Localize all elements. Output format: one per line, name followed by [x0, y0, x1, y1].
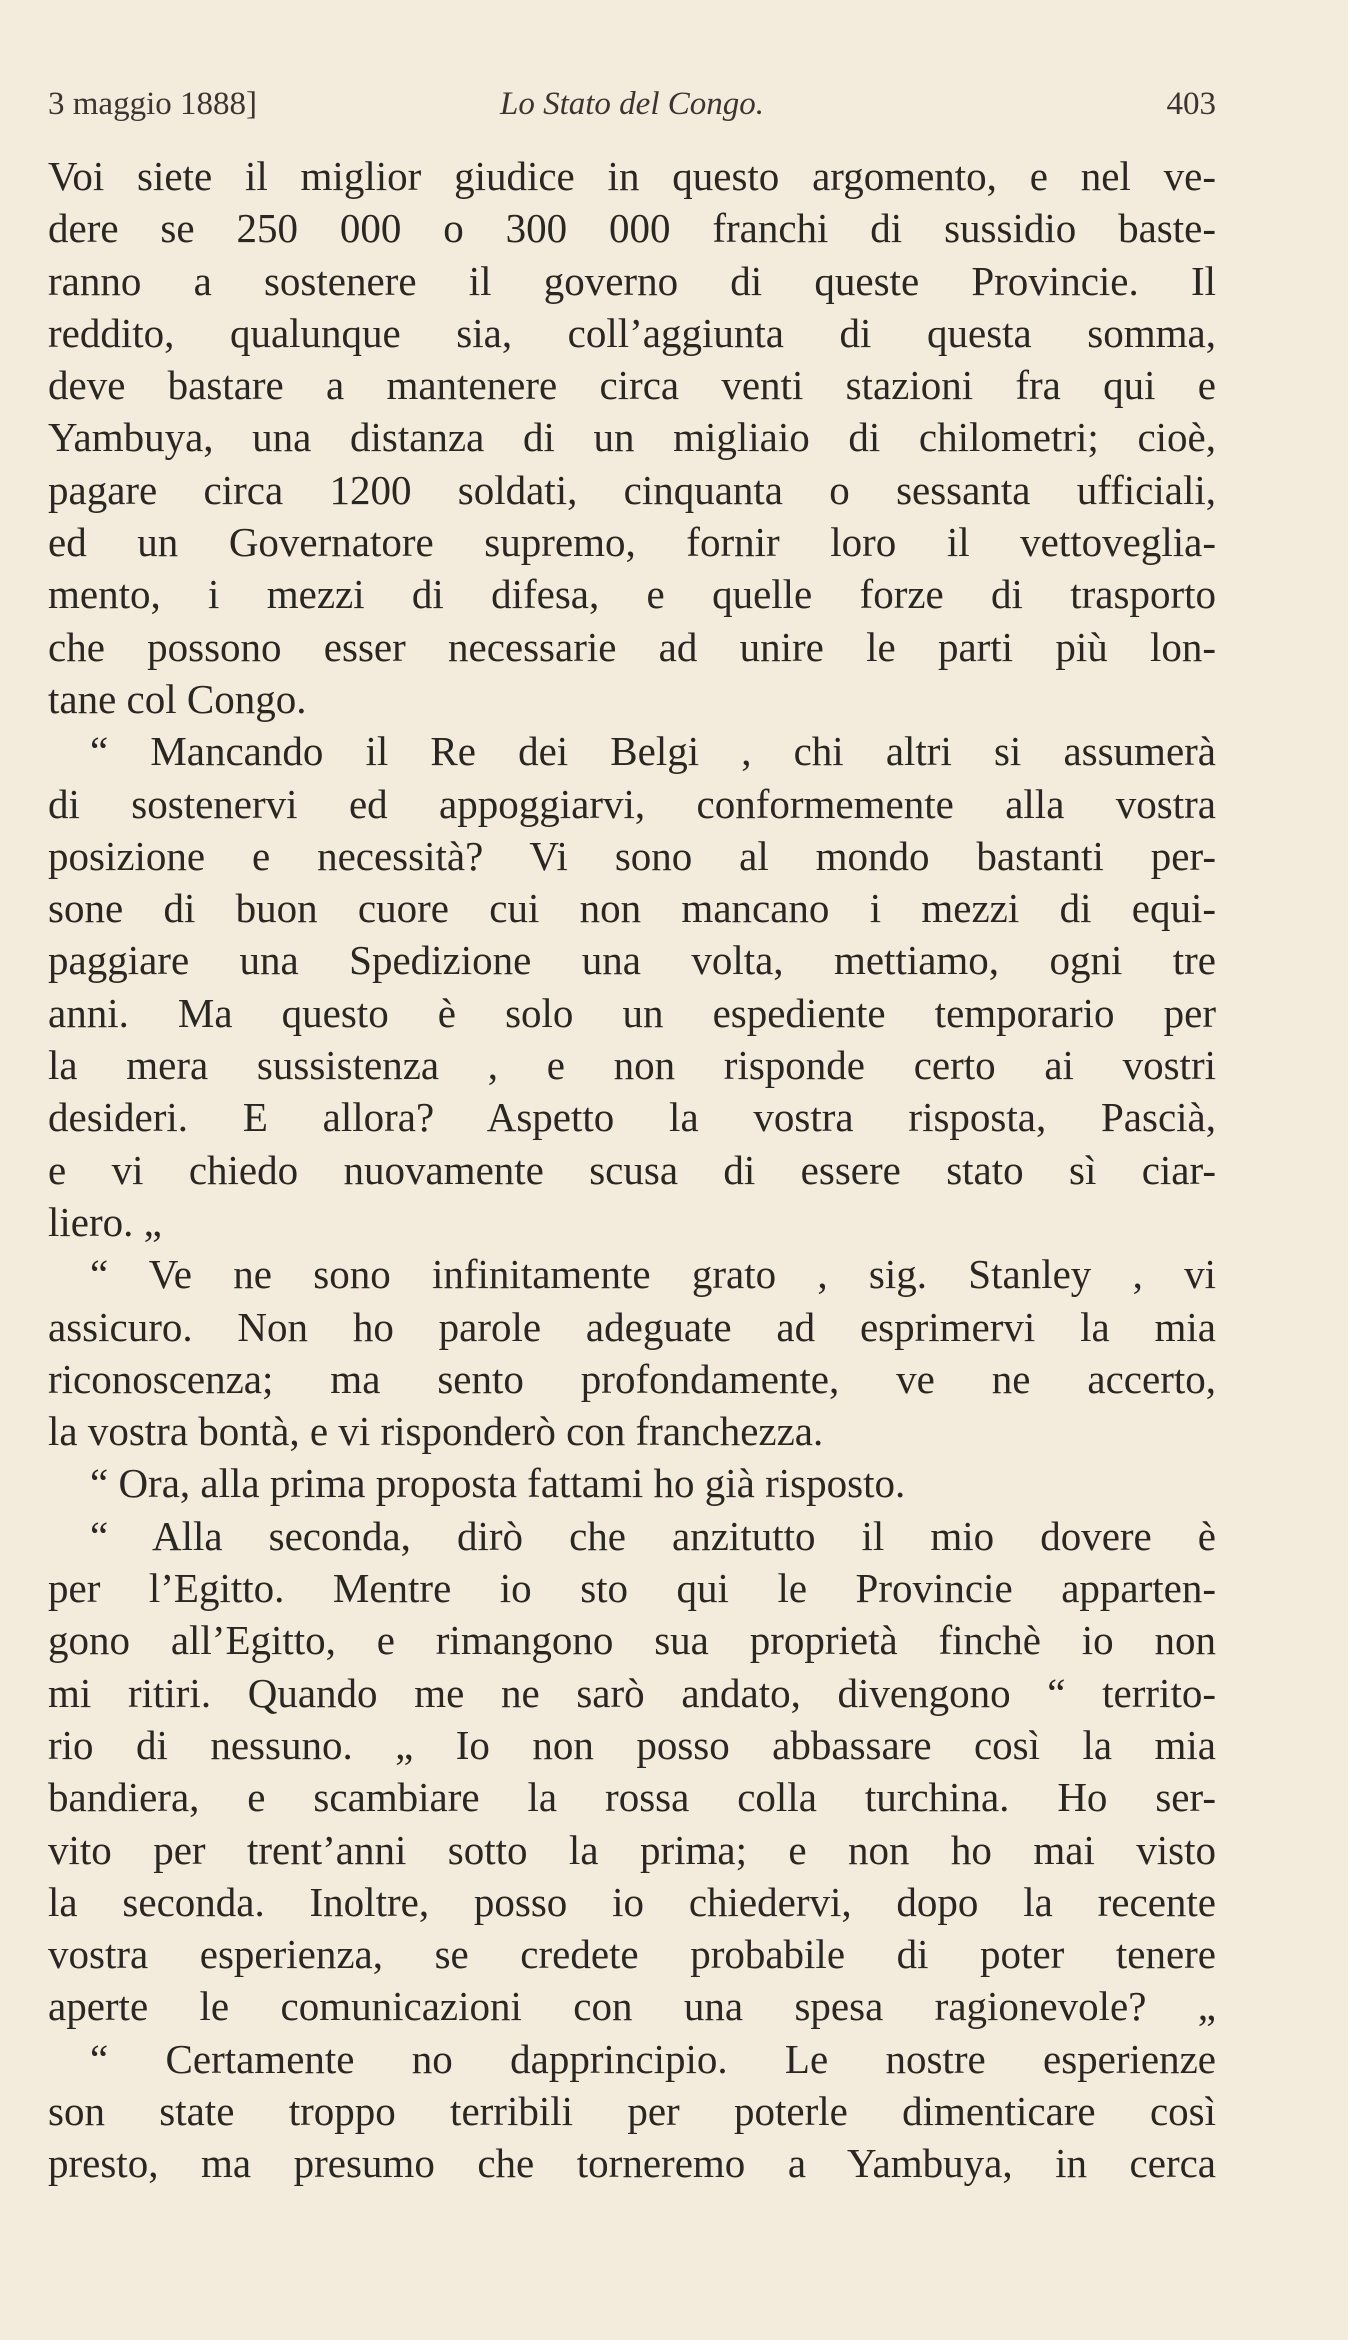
text-line: reddito, qualunque sia, coll’aggiunta di questa somma,	[48, 309, 1216, 356]
text-line: son state troppo terribili per poterle dimenticare così	[48, 2087, 1216, 2134]
text-line: pagare circa 1200 soldati, cinquanta o sessanta ufficiali,	[48, 466, 1216, 513]
text-line: “ Ora, alla prima proposta fattami ho già risposto.	[90, 1460, 906, 1507]
text-line: deve bastare a mantenere circa venti stazioni fra qui e	[48, 362, 1216, 409]
text-line: bandiera, e scambiare la rossa colla turchina. Ho ser-	[48, 1774, 1216, 1821]
text-line: la seconda. Inoltre, posso io chiedervi, dopo la recente	[48, 1878, 1216, 1925]
text-line: la vostra bontà, e vi risponderò con franchezza.	[48, 1408, 824, 1455]
text-line: mi ritiri. Quando me ne sarò andato, divengono “ territo-	[48, 1669, 1216, 1716]
text-line: mento, i mezzi di difesa, e quelle forze di trasporto	[48, 571, 1216, 618]
text-line: desideri. E allora? Aspetto la vostra risposta, Pascià,	[48, 1094, 1216, 1141]
body-text	[48, 150, 1216, 2190]
text-line: di sostenervi ed appoggiarvi, conformemente alla vostra	[48, 780, 1216, 827]
text-line: vito per trent’anni sotto la prima; e non ho mai visto	[48, 1826, 1216, 1873]
text-line: tane col Congo.	[48, 675, 307, 722]
text-line: vostra esperienza, se credete probabile di poter tenere	[48, 1931, 1216, 1978]
text-line: riconoscenza; ma sento profondamente, ve ne accerto,	[48, 1355, 1216, 1402]
text-line: ranno a sostenere il governo di queste Provincie. Il	[48, 257, 1216, 304]
text-line: “ Certamente no dapprincipio. Le nostre esperienze	[90, 2035, 1216, 2082]
running-head	[48, 82, 1216, 126]
text-line: posizione e necessità? Vi sono al mondo bastanti per-	[48, 832, 1216, 879]
text-line: gono all’Egitto, e rimangono sua proprietà finchè io non	[48, 1617, 1216, 1664]
text-line: assicuro. Non ho parole adeguate ad esprimervi la mia	[48, 1303, 1216, 1350]
text-line: Voi siete il miglior giudice in questo argomento, e nel ve-	[48, 153, 1216, 199]
text-line: aperte le comunicazioni con una spesa ragionevole? „	[48, 1983, 1216, 2030]
text-line: anni. Ma questo è solo un espediente temporario per	[48, 989, 1216, 1036]
page-number: 403	[1166, 86, 1216, 122]
text-line: liero. „	[48, 1198, 162, 1245]
header-date: 3 maggio 1888]	[48, 86, 257, 122]
text-line: per l’Egitto. Mentre io sto qui le Provincie apparten-	[48, 1565, 1216, 1612]
text-line: la mera sussistenza , e non risponde certo ai vostri	[48, 1042, 1216, 1089]
text-line: rio di nessuno. „ Io non posso abbassare così la mia	[48, 1721, 1216, 1768]
text-line: ed un Governatore supremo, fornir loro il vettoveglia-	[48, 519, 1216, 566]
text-line: e vi chiedo nuovamente scusa di essere stato sì ciar-	[48, 1146, 1216, 1193]
text-line: “ Ve ne sono infinitamente grato , sig. Stanley , vi	[90, 1251, 1216, 1298]
text-line: dere se 250 000 o 300 000 franchi di sussidio baste-	[48, 205, 1216, 252]
text-line: paggiare una Spedizione una volta, mettiamo, ogni tre	[48, 937, 1216, 984]
text-line: “ Alla seconda, dirò che anzitutto il mio dovere è	[90, 1512, 1216, 1559]
text-line: Yambuya, una distanza di un migliaio di chilometri; cioè,	[48, 414, 1216, 461]
text-line: sone di buon cuore cui non mancano i mezzi di equi-	[48, 885, 1216, 932]
text-line: che possono esser necessarie ad unire le parti più lon-	[48, 623, 1216, 670]
text-line: “ Mancando il Re dei Belgi , chi altri si assumerà	[90, 728, 1216, 775]
text-line: presto, ma presumo che torneremo a Yambuya, in cerca	[48, 2140, 1216, 2187]
header-title: Lo Stato del Congo.	[499, 86, 765, 122]
